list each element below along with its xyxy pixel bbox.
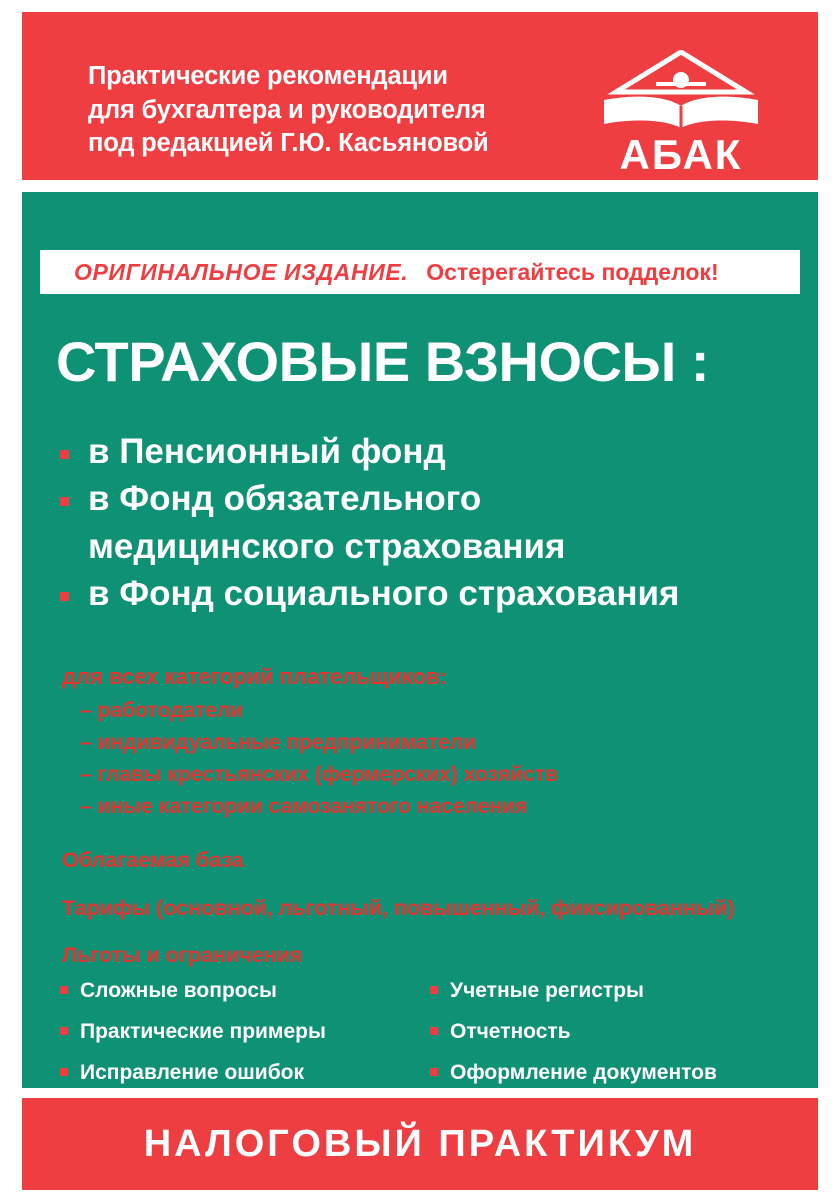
fund-item-continuation [56,525,798,568]
feature-item [58,980,428,1001]
topics-section [62,850,802,993]
header-subtitle [88,60,548,161]
feature-item [58,1062,428,1083]
header-line-3: под редакцией Г.Ю. Касьяновой [88,129,489,158]
fund-item [56,477,798,520]
topic-item: Тарифы (основной, льготный, повышенный, фиксированный) [62,895,735,920]
footer-separator [22,1088,818,1098]
publisher-logo [586,50,776,176]
feature-item [428,1062,798,1083]
counterfeit-warning: Остерегайтесь подделок! [426,258,719,285]
feature-item [58,1021,428,1042]
fund-item-label: в Пенсионный фонд [88,432,446,471]
feature-item [428,980,798,1001]
fund-item-label: в Фонд обязательного [88,479,482,519]
series-label: НАЛОГОВЫЙ ПРАКТИКУМ [143,1122,697,1165]
payer-item: – работодатели [80,699,244,722]
funds-list [56,430,798,620]
square-bullet-icon [430,1027,438,1035]
header-line-1: Практические рекомендации [88,62,448,90]
cover-page [22,12,818,1190]
feature-label: Учетные регистры [450,979,644,1002]
square-bullet-icon [60,1027,68,1035]
feature-item [428,1021,798,1042]
features-left-column [58,980,428,1103]
square-bullet-icon [430,1068,438,1076]
header-separator [22,180,818,192]
features-section [58,980,798,1103]
fund-item-label: в Фонд социального страхования [88,574,680,614]
square-bullet-icon [60,450,69,459]
feature-label: Сложные вопросы [80,979,277,1002]
header-band [22,12,818,180]
topic-item: Облагаемая база [62,848,244,872]
feature-label: Практические примеры [80,1020,326,1043]
features-right-column [428,980,798,1103]
original-edition-strip [40,250,800,294]
fund-item [56,430,798,473]
feature-label: Оформление документов [450,1061,717,1084]
square-bullet-icon [430,986,438,994]
payer-item: – индивидуальные предприниматели [80,730,476,754]
payer-item: – иные категории самозанятого населения [80,794,527,818]
fund-item-label: медицинского страхования [88,526,566,566]
fund-item [56,572,798,615]
payers-list [62,695,782,823]
series-band [22,1098,818,1190]
payers-section [62,660,782,823]
topic-item: Льготы и ограничения [62,943,303,967]
square-bullet-icon [60,592,69,601]
header-line-2: для бухгалтера и руководителя [88,95,486,124]
publisher-name: АБАК [619,131,743,178]
square-bullet-icon [60,497,69,506]
page-title: СТРАХОВЫЕ ВЗНОСЫ : [56,330,710,393]
payers-heading: для всех категорий плательщиков: [62,664,447,689]
payer-item: – главы крестьянских (фермерских) хозяйств [80,762,558,786]
open-book-sunrise-icon [586,50,776,132]
feature-label: Отчетность [450,1020,571,1043]
square-bullet-icon [60,986,68,994]
original-edition-label: ОРИГИНАЛЬНОЕ ИЗДАНИЕ. [74,258,409,285]
square-bullet-icon [60,1068,68,1076]
feature-label: Исправление ошибок [80,1061,304,1084]
